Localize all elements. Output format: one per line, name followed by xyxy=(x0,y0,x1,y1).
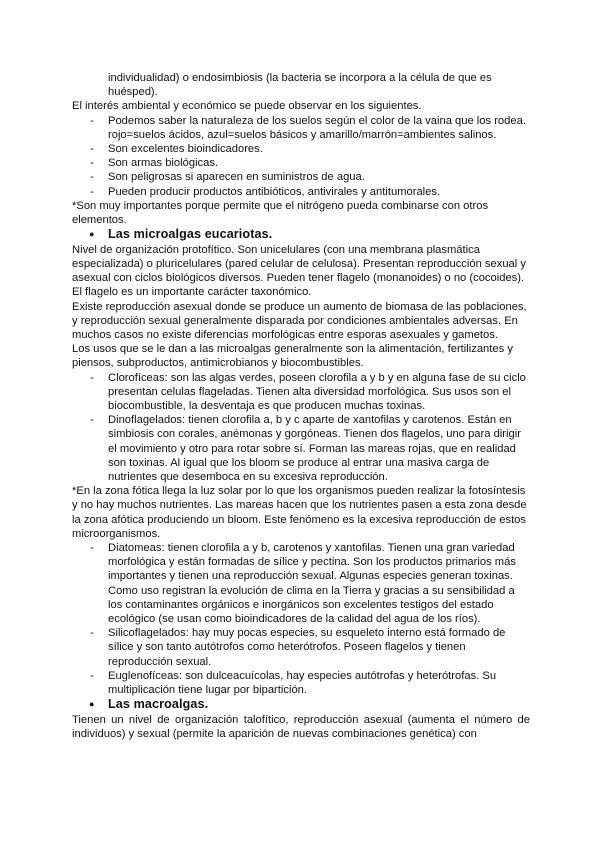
list-item: - Diatomeas: tienen clorofila a y b, carotenos y xantofilas. Tienen una gran variedad morfológica y están formadas de sílice y pectina. Son los productos primarios más importantes y tienen una reproducción sexual. Algunas especies generan toxinas. Como uso registran la evolución de clima en la Tierra y gracias a su sensibilidad a los contaminantes orgánicos e inorgánicos son excelentes testigos del estado ecológico (se usan como bioindicadores de la calidad del agua de los ríos). xyxy=(108,541,530,626)
heading-microalgas xyxy=(72,227,530,243)
list-interes xyxy=(72,114,530,199)
list-item: - Silicoflagelados: hay muy pocas especies, su esqueleto interno está formado de sílice y son tanto autótrofos como heterótrofos. Poseen flagelos y tienen reproducción sexual. xyxy=(108,626,530,669)
list-item: - Podemos saber la naturaleza de los suelos según el color de la vaina que los rodea. rojo=suelos ácidos, azul=suelos básicos y amarillo/marrón=ambientes salinos. xyxy=(108,114,530,142)
list-item: - Son peligrosas si aparecen en suministros de agua. xyxy=(108,170,530,184)
fragment-top: individualidad) o endosimbiosis (la bacteria se incorpora a la célula de que es huésped). xyxy=(108,72,492,99)
list-item: - Pueden producir productos antibióticos, antivirales y antitumorales. xyxy=(108,185,530,199)
paragraph-usos: Los usos que se le dan a las microalgas generalmente son la alimentación, fertilizantes y piensos, subproductos, antimicrobianos y biocombustibles. xyxy=(72,343,513,370)
document-body xyxy=(72,71,530,741)
list-microalgas-1 xyxy=(72,371,530,485)
heading-macroalgas-text: Las macroalgas. xyxy=(108,697,209,712)
list-item: - Son armas biológicas. xyxy=(108,156,530,170)
note-nitrogeno: *Son muy importantes porque permite que el nitrógeno pueda combinarse con otros elementos. xyxy=(72,199,489,227)
list-item: - Dinoflagelados: tienen clorofila a, b y c aparte de xantofilas y carotenos. Están en simbiosis con corales, anémonas y gorgóneas. Tienen dos flagelos, uno para dirigir el movimiento y otro para rotar sobre sí. Forman las mareas rojas, que en realidad son toxinas. Al igual que los bloom se produce al entrar una masiva carga de nutrientes que desemboca en su excesiva reproducción. xyxy=(108,413,530,484)
list-microalgas-2 xyxy=(72,541,530,697)
paragraph-reproduccion: Existe reproducción asexual donde se produce un aumento de biomasa de las poblaciones, y reproducción sexual generalmente disparada por condiciones ambientales adversas. En muchos casos no existe diferencias morfológicas entre esporas asexuales y gametos. xyxy=(72,300,527,341)
paragraph-nivel: Nivel de organización protofítico. Son unicelulares (con una membrana plasmática especializada) o pluricelulares (pared celular de celulosa). Presentan reproducción sexual y asexual con ciclos biológicos diversos. Pueden tener flagelo (monanoides) o no (cocoides). El flagelo es un importante carácter taxonómico. xyxy=(72,243,526,299)
heading-macroalgas xyxy=(72,697,530,713)
paragraph-interes: El interés ambiental y económico se puede observar en los siguientes. xyxy=(72,100,422,113)
heading-microalgas-text: Las microalgas eucariotas. xyxy=(108,227,273,242)
bullet-icon: ● xyxy=(89,699,95,710)
note-fotica: *En la zona fótica llega la luz solar por lo que los organismos pueden realizar la fotosíntesis y no hay muchos nutrientes. Las mareas hacen que los nutrientes pasen a esta zona desde la zona afótica produciendo un bloom. Este fenómeno es la excesiva reproducción de estos microorganismos. xyxy=(72,485,527,540)
paragraph-macroalgas: Tienen un nivel de organización talofítico, reproducción asexual (aumenta el número de individuos) y sexual (permite la aparición de nuevas combinaciones genética) con xyxy=(72,713,530,740)
list-item: - Clorofíceas: son las algas verdes, poseen clorofila a y b y en alguna fase de su ciclo presentan celulas flageladas. Tienen alta diversidad morfológica. Sus usos son el biocombustible, la desventaja es que producen muchas toxinas. xyxy=(108,371,530,414)
list-item: - Son excelentes bioindicadores. xyxy=(108,142,530,156)
list-item: - Euglenofíceas: son dulceacuícolas, hay especies autótrofas y heterótrofas. Su multiplicación tiene lugar por bipartición. xyxy=(108,669,530,697)
bullet-icon: ● xyxy=(89,229,95,240)
